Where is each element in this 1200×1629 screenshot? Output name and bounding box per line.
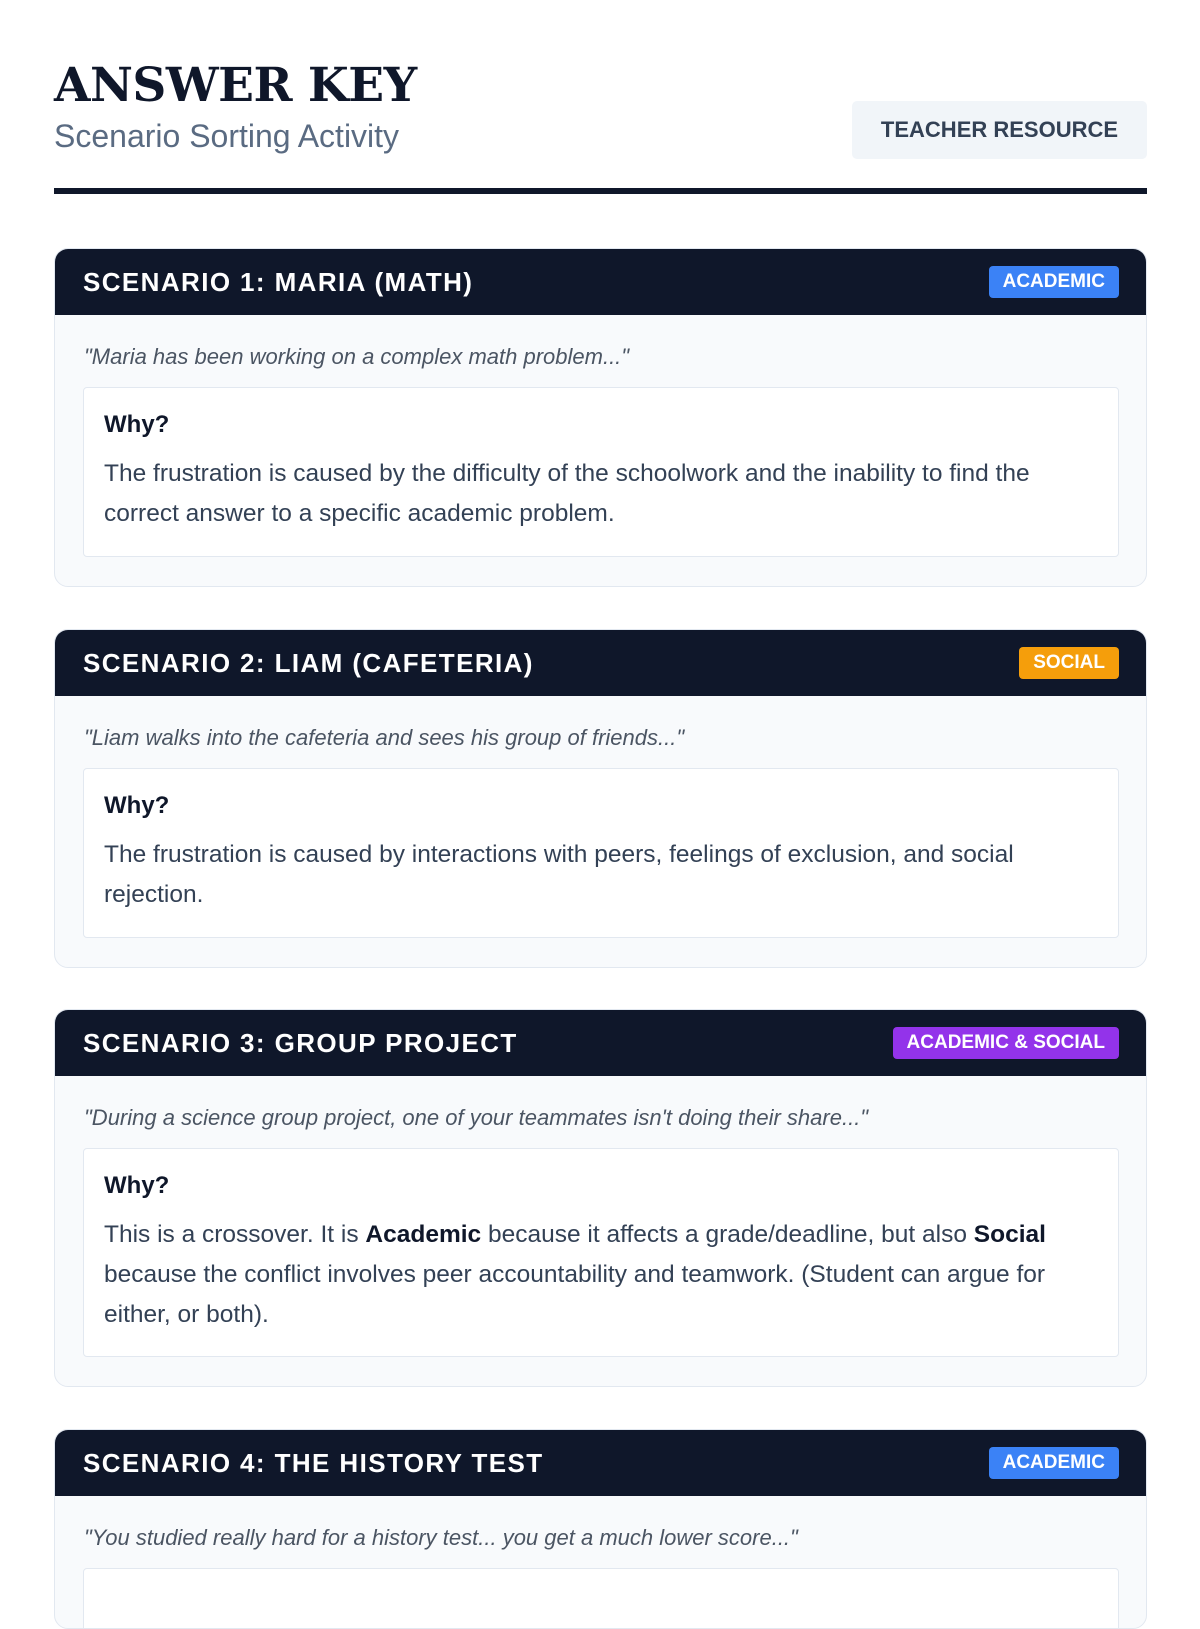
scenario-card-header <box>55 1430 1146 1496</box>
why-box <box>83 768 1119 938</box>
why-box <box>83 1568 1119 1629</box>
why-text-part: because the conflict involves peer accountability and teamwork. (Student can argue for either, or both). <box>104 1261 1046 1328</box>
why-label: Why? <box>104 411 170 438</box>
page-header <box>54 56 1147 194</box>
scenario-quote: "During a science group project, one of your teammates isn't doing their share..." <box>84 1105 869 1130</box>
scenario-card-header <box>55 249 1146 315</box>
scenario-card-1 <box>54 248 1147 587</box>
why-text-part: This is a crossover. It is <box>104 1221 366 1248</box>
scenario-title: SCENARIO 3: GROUP PROJECT <box>83 1028 518 1058</box>
category-badge-academic: ACADEMIC <box>989 1447 1119 1479</box>
scenario-quote: "You studied really hard for a history test... you get a much lower score..." <box>84 1525 798 1550</box>
scenario-card-3 <box>54 1009 1147 1387</box>
why-emphasis-academic: Academic <box>365 1221 482 1248</box>
why-text-part: because it affects a grade/deadline, but also <box>481 1221 974 1248</box>
scenario-title: SCENARIO 4: THE HISTORY TEST <box>83 1448 544 1478</box>
why-emphasis-social: Social <box>973 1221 1046 1248</box>
teacher-resource-tag: TEACHER RESOURCE <box>852 101 1147 159</box>
scenario-title: SCENARIO 1: MARIA (MATH) <box>83 267 474 297</box>
scenario-title: SCENARIO 2: LIAM (CAFETERIA) <box>83 648 534 678</box>
page-title: ANSWER KEY <box>54 58 417 113</box>
why-explanation: The frustration is caused by the difficulty of the schoolwork and the inability to find the correct answer to a specific academic problem. <box>104 460 1030 527</box>
category-badge-academic: ACADEMIC <box>989 266 1119 298</box>
page-subtitle: Scenario Sorting Activity <box>54 118 400 154</box>
why-label: Why? <box>104 792 170 819</box>
why-explanation: The frustration is caused by interactions with peers, feelings of exclusion, and social rejection. <box>104 841 1014 908</box>
category-badge-academic-social: ACADEMIC & SOCIAL <box>893 1027 1119 1059</box>
why-box <box>83 387 1119 557</box>
scenario-quote: "Maria has been working on a complex math problem..." <box>84 344 630 369</box>
why-label: Why? <box>104 1172 170 1199</box>
why-box <box>83 1148 1119 1357</box>
scenario-quote: "Liam walks into the cafeteria and sees his group of friends..." <box>84 725 685 750</box>
scenario-card-2 <box>54 629 1147 968</box>
scenario-card-header <box>55 1010 1146 1076</box>
why-explanation <box>104 1215 1098 1335</box>
scenario-card-4 <box>54 1429 1147 1629</box>
scenario-card-header <box>55 630 1146 696</box>
category-badge-social: SOCIAL <box>1019 647 1119 679</box>
